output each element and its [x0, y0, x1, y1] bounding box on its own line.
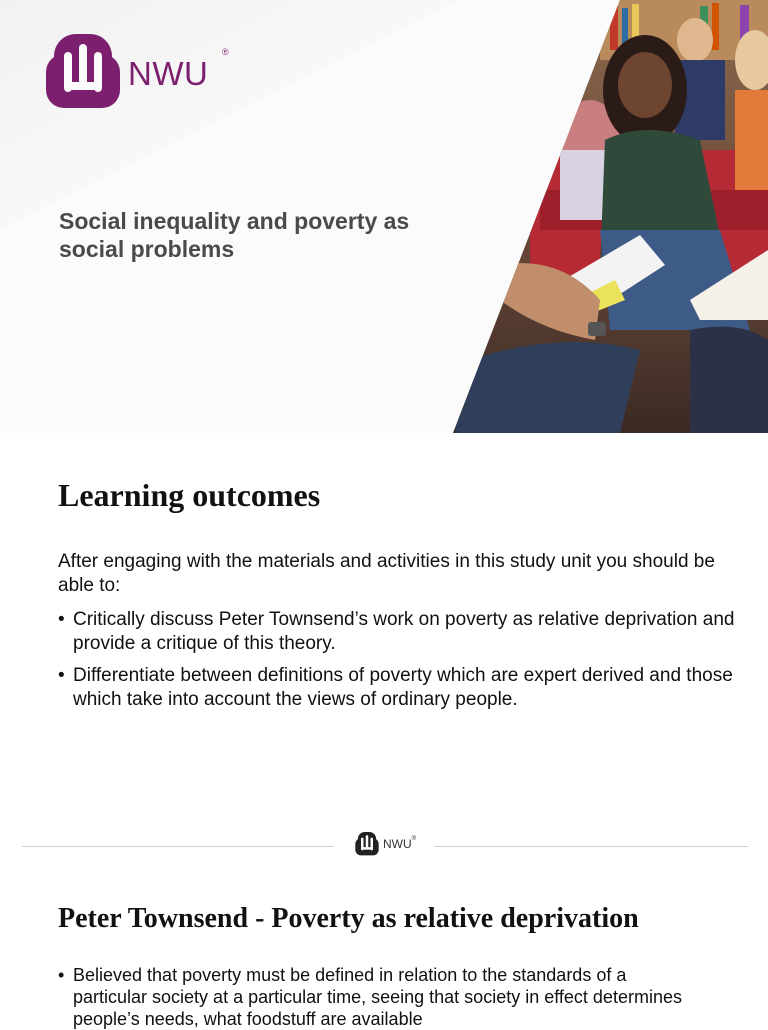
- nwu-emblem-small-icon: [355, 832, 379, 856]
- title-slide: [0, 0, 768, 433]
- intro-text: After engaging with the materials and activities in this study unit you should be able to:: [58, 551, 715, 596]
- slide-heading: Learning outcomes: [58, 477, 321, 513]
- list-item: • Believed that poverty must be defined in relation to the standards of a particular society at a particular time, seeing that society in effect determines people’s needs, what foodstuff are available: [58, 964, 698, 1030]
- divider-line-left: [22, 846, 334, 847]
- divider-logo: [355, 832, 416, 856]
- nwu-logo: [46, 34, 208, 110]
- divider-logo-text: NWU: [383, 837, 412, 851]
- learning-outcomes-slide: [0, 433, 768, 808]
- list-item: • Differentiate between definitions of poverty which are expert derived and those which take into account the views of ordinary people.: [58, 664, 738, 712]
- townsend-heading: Peter Townsend - Poverty as relative deprivation: [58, 903, 639, 934]
- nwu-emblem-icon: [46, 34, 120, 110]
- presentation-title: Social inequality and poverty as social problems: [59, 208, 410, 262]
- townsend-list: [58, 964, 698, 1030]
- outcomes-list: [58, 608, 738, 720]
- divider-registered-mark: ®: [411, 836, 417, 842]
- registered-mark: ®: [222, 47, 229, 57]
- list-item: • Critically discuss Peter Townsend’s work on poverty as relative deprivation and provide a critique of this theory.: [58, 608, 738, 656]
- divider-line-right: [434, 846, 748, 847]
- logo-wordmark: NWU: [128, 55, 209, 92]
